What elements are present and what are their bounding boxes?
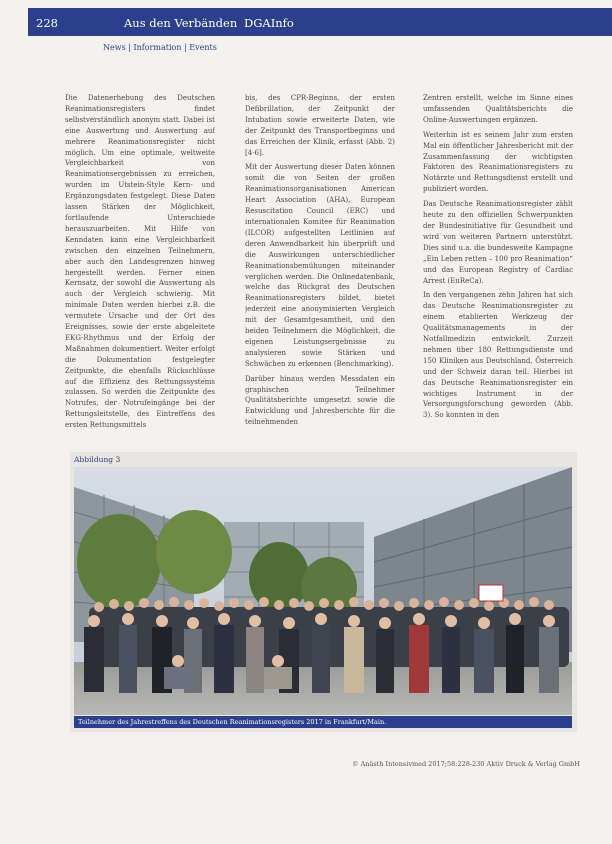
group-photo	[74, 467, 572, 715]
paragraph: Darüber hinaus werden Messdaten ein graphischen Teilnehmer Qualitätsberichte umgesetzt sowie die Entwicklung und Jahresberichte für die teilnehmenden	[245, 374, 395, 427]
page-number: 228	[36, 16, 58, 30]
section-subnav: News | Information | Events	[103, 43, 217, 52]
paragraph: Die Datenerhebung des Deutschen Reanimationsregisters findet selbstverständlich anonym statt. Dabei ist eine Auswertung und Auswertung auf mehrere Reanimationsregister nicht möglich. Um eine optimale, weltweite Vergleichbarkeit von Reanimationsergebnissen zu erreichen, wurden im Utstein-Style Kern- und Ergänzungsdaten festgelegt. Diese Daten lassen Stärken der Möglichkeit, fortlaufende Unterschiede herauszuarbeiten. Mit Hilfe von Kenndaten kann eine Vergleichbarkeit zwischen den einzelnen Teilnehmern, aber auch den Landesgrenzen hinweg hergestellt werden. Ferner einen Kernsatz, der sowohl die Auswertung als auch der Vergleich schwierig. Mit minimale Daten werden hierbei z.B. die vermutete Ursache und der Ort des Ereignisses, sowie der erste abgeleitete EKG-Rhythmus und der Erfolg der Maßnahmen dokumentiert. Weiter erfolgt die Dokumentation festgelegter Zeitpunkte, die ebenfalls Rückschlüsse auf die Effizienz des Rettungssystems zulassen. So werden die Zeitpunkte des Notrufes, der Notrufeingänge bei der Rettungsleitstelle, des Eintreffens des ersten Rettungsmittels	[65, 94, 215, 430]
text-column-3	[423, 93, 573, 438]
paragraph: Zentren erstellt, welche im Sinne eines umfassenden Qualitätsberichts die Online-Auswertungen ergänzen.	[423, 94, 573, 124]
paragraph: Mit der Auswertung dieser Daten können somit die von Seiten der großen Reanimationsorganisationen American Heart Association (AHA), European Resuscitation Council (ERC) und internationalen Komitee für Reanimation (ILCOR) aufgestellten Leitlinien auf deren Anwendbarkeit hin überprüft und die Auswirkungen unterschiedlicher Reanimationsbemühungen miteinander verglichen werden. Die Onlinedatenbank, welche das Rückgrat des Deutschen Reanimationsregisters bildet, bietet jederzeit eine anonymisierten Vergleich mit der Gesamtgesamtheit, und den beiden Teilnehmern die Möglichkeit, die eigenen Leistungsergebnisse zu analysieren sowie Stärken und Schwächen zu erkennen (Benchmarking).	[245, 163, 395, 368]
figure-caption: Teilnehmer des Jahrestreffens des Deutschen Reanimationsregisters 2017 in Frankfurt/Main.	[74, 716, 572, 728]
page-header	[28, 8, 612, 36]
paragraph: bis, des CPR-Beginns, der ersten Defibrillation, der Zeitpunkt der Intubation sowie erweiterte Daten, wie der Zeitpunkt des Transportbeginns und das Erreichen der Klinik, erfasst (Abb. 2) [4-6].	[245, 94, 395, 157]
figure-label: Abbildung 3	[74, 455, 121, 464]
copyright-footer: © Anästh Intensivmed 2017;58:228-230 Aktiv Druck & Verlag GmbH	[352, 760, 580, 768]
paragraph: In den vergangenen zehn Jahren hat sich das Deutsche Reanimationsregister zu einem etablierten Werkzeug der Qualitätsmanagements in der Notfallmedizin entwickelt. Zurzeit nehmen über 180 Rettungsdienste und 150 Kliniken aus Deutschland, Österreich und der Schweiz daran teil. Hierbei ist das Deutsche Reanimationsregister ein wichtiges Instrument in der Versorgungsforschung geworden (Abb. 3). So konnten in den	[423, 291, 573, 420]
figure	[70, 452, 577, 732]
section-brand: DGAInfo	[244, 16, 294, 30]
text-column-2	[245, 93, 395, 438]
paragraph: Das Deutsche Reanimationsregister zählt heute zu den offiziellen Schwerpunkten der Bundesinitiative für Gesundheit und wird von weiteren Partnern unterstützt. Dies sind u.a. die bundesweite Kampagne „Ein Leben retten – 100 pro Reanimation“ und das European Registry of Cardiac Arrest (EuReCa).	[423, 200, 573, 285]
section-title: Aus den Verbänden	[124, 16, 238, 30]
text-column-1	[65, 93, 215, 438]
paragraph: Weiterhin ist es seinem Jahr zum ersten Mal ein öffentlicher Jahresbericht mit der Zusammenfassung der wichtigsten Faktoren des Reanimationsregisters zu Notärzte und Rettungsdienst erstellt und publiziert worden.	[423, 130, 573, 194]
